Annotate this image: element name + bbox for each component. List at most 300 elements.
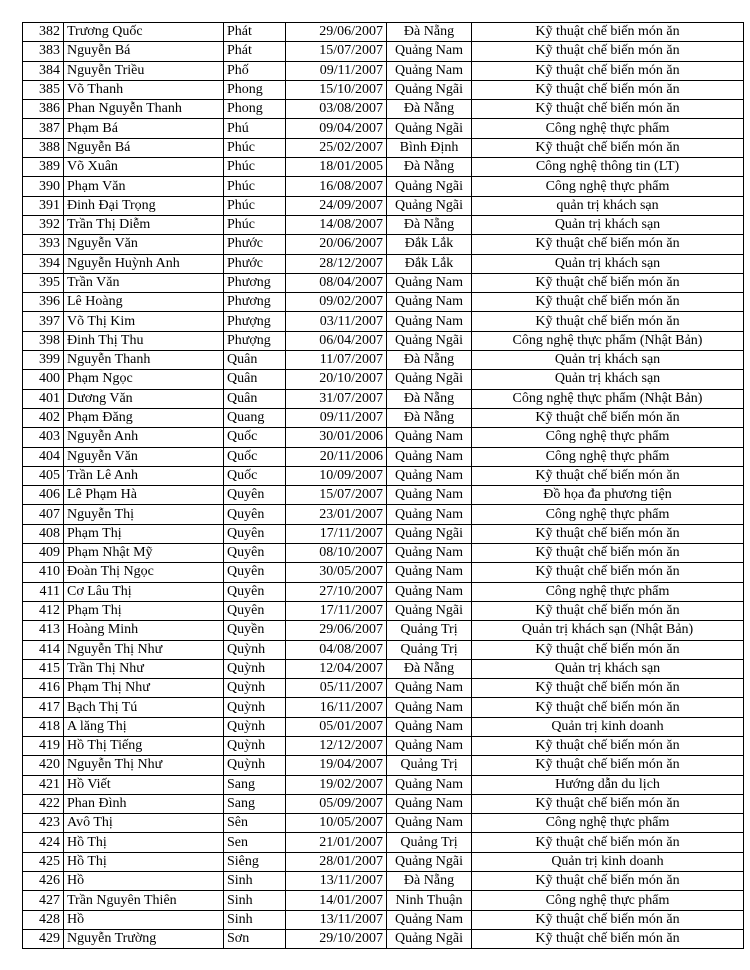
surname-middle-name-cell: Hồ (64, 910, 224, 929)
given-name-cell: Phong (224, 100, 286, 119)
surname-middle-name-cell: Phạm Ngọc (64, 370, 224, 389)
table-row (23, 679, 744, 698)
surname-middle-name-cell: Phan Nguyễn Thanh (64, 100, 224, 119)
province-cell: Quảng Trị (387, 833, 472, 852)
table-row (23, 582, 744, 601)
major-cell: Kỹ thuật chế biến món ăn (472, 910, 744, 929)
table-row (23, 254, 744, 273)
table-row (23, 138, 744, 157)
date-of-birth-cell: 28/12/2007 (286, 254, 387, 273)
table-row (23, 852, 744, 871)
major-cell: Kỹ thuật chế biến món ăn (472, 312, 744, 331)
surname-middle-name-cell: Nguyễn Bá (64, 42, 224, 61)
date-of-birth-cell: 14/08/2007 (286, 215, 387, 234)
row-number-cell: 399 (23, 351, 64, 370)
table-row (23, 80, 744, 99)
table-row (23, 119, 744, 138)
given-name-cell: Quốc (224, 447, 286, 466)
date-of-birth-cell: 11/07/2007 (286, 351, 387, 370)
major-cell: Kỹ thuật chế biến món ăn (472, 679, 744, 698)
row-number-cell: 416 (23, 679, 64, 698)
major-cell: Kỹ thuật chế biến món ăn (472, 756, 744, 775)
row-number-cell: 391 (23, 196, 64, 215)
date-of-birth-cell: 09/02/2007 (286, 293, 387, 312)
province-cell: Đắk Lắk (387, 235, 472, 254)
row-number-cell: 423 (23, 814, 64, 833)
surname-middle-name-cell: Phạm Thị (64, 601, 224, 620)
major-cell: Công nghệ thực phẩm (Nhật Bản) (472, 389, 744, 408)
surname-middle-name-cell: Nguyễn Anh (64, 428, 224, 447)
province-cell: Đà Nẵng (387, 351, 472, 370)
table-row (23, 293, 744, 312)
row-number-cell: 408 (23, 524, 64, 543)
surname-middle-name-cell: Trương Quốc (64, 23, 224, 42)
date-of-birth-cell: 05/09/2007 (286, 794, 387, 813)
major-cell: Kỹ thuật chế biến món ăn (472, 524, 744, 543)
date-of-birth-cell: 17/11/2007 (286, 524, 387, 543)
table-row (23, 466, 744, 485)
surname-middle-name-cell: A lăng Thị (64, 717, 224, 736)
major-cell: Kỹ thuật chế biến món ăn (472, 61, 744, 80)
surname-middle-name-cell: Cơ Lâu Thị (64, 582, 224, 601)
date-of-birth-cell: 25/02/2007 (286, 138, 387, 157)
major-cell: Công nghệ thực phẩm (472, 428, 744, 447)
row-number-cell: 413 (23, 621, 64, 640)
surname-middle-name-cell: Nguyễn Thị Như (64, 640, 224, 659)
surname-middle-name-cell: Lê Phạm Hà (64, 486, 224, 505)
major-cell: Công nghệ thực phẩm (472, 119, 744, 138)
row-number-cell: 395 (23, 273, 64, 292)
surname-middle-name-cell: Nguyễn Bá (64, 138, 224, 157)
major-cell: Công nghệ thực phẩm (472, 505, 744, 524)
surname-middle-name-cell: Nguyễn Triều (64, 61, 224, 80)
row-number-cell: 420 (23, 756, 64, 775)
surname-middle-name-cell: Nguyễn Thanh (64, 351, 224, 370)
province-cell: Ninh Thuận (387, 891, 472, 910)
row-number-cell: 398 (23, 331, 64, 350)
surname-middle-name-cell: Avô Thị (64, 814, 224, 833)
date-of-birth-cell: 30/05/2007 (286, 563, 387, 582)
major-cell: Kỹ thuật chế biến món ăn (472, 640, 744, 659)
major-cell: Công nghệ thực phẩm (Nhật Bản) (472, 331, 744, 350)
row-number-cell: 419 (23, 736, 64, 755)
given-name-cell: Phương (224, 273, 286, 292)
table-row (23, 544, 744, 563)
surname-middle-name-cell: Phạm Văn (64, 177, 224, 196)
date-of-birth-cell: 21/01/2007 (286, 833, 387, 852)
province-cell: Quảng Nam (387, 293, 472, 312)
major-cell: Kỹ thuật chế biến món ăn (472, 833, 744, 852)
table-row (23, 891, 744, 910)
surname-middle-name-cell: Hồ Thị (64, 852, 224, 871)
given-name-cell: Quyền (224, 621, 286, 640)
province-cell: Quảng Trị (387, 621, 472, 640)
given-name-cell: Quyên (224, 486, 286, 505)
major-cell: Kỹ thuật chế biến món ăn (472, 42, 744, 61)
date-of-birth-cell: 20/10/2007 (286, 370, 387, 389)
date-of-birth-cell: 13/11/2007 (286, 872, 387, 891)
province-cell: Quảng Trị (387, 756, 472, 775)
surname-middle-name-cell: Nguyễn Văn (64, 235, 224, 254)
major-cell: Kỹ thuật chế biến món ăn (472, 23, 744, 42)
table-row (23, 370, 744, 389)
major-cell: Công nghệ thực phẩm (472, 891, 744, 910)
surname-middle-name-cell: Nguyễn Thị Như (64, 756, 224, 775)
table-row (23, 563, 744, 582)
row-number-cell: 383 (23, 42, 64, 61)
given-name-cell: Quỳnh (224, 698, 286, 717)
province-cell: Đà Nẵng (387, 215, 472, 234)
table-row (23, 872, 744, 891)
major-cell: Quản trị khách sạn (472, 370, 744, 389)
given-name-cell: Quyên (224, 582, 286, 601)
row-number-cell: 401 (23, 389, 64, 408)
surname-middle-name-cell: Bạch Thị Tú (64, 698, 224, 717)
given-name-cell: Phúc (224, 138, 286, 157)
row-number-cell: 415 (23, 659, 64, 678)
given-name-cell: Quyên (224, 601, 286, 620)
major-cell: Kỹ thuật chế biến món ăn (472, 794, 744, 813)
row-number-cell: 418 (23, 717, 64, 736)
date-of-birth-cell: 06/04/2007 (286, 331, 387, 350)
surname-middle-name-cell: Trần Thị Diễm (64, 215, 224, 234)
given-name-cell: Phượng (224, 331, 286, 350)
province-cell: Quảng Nam (387, 505, 472, 524)
table-row (23, 23, 744, 42)
given-name-cell: Sen (224, 833, 286, 852)
province-cell: Quảng Ngãi (387, 331, 472, 350)
province-cell: Đắk Lắk (387, 254, 472, 273)
date-of-birth-cell: 19/02/2007 (286, 775, 387, 794)
table-row (23, 177, 744, 196)
table-row (23, 42, 744, 61)
date-of-birth-cell: 16/08/2007 (286, 177, 387, 196)
table-row (23, 775, 744, 794)
province-cell: Quảng Ngãi (387, 524, 472, 543)
date-of-birth-cell: 10/05/2007 (286, 814, 387, 833)
table-row (23, 447, 744, 466)
table-row (23, 312, 744, 331)
date-of-birth-cell: 09/11/2007 (286, 61, 387, 80)
given-name-cell: Phượng (224, 312, 286, 331)
major-cell: Kỹ thuật chế biến món ăn (472, 563, 744, 582)
surname-middle-name-cell: Trần Văn (64, 273, 224, 292)
table-row (23, 100, 744, 119)
row-number-cell: 409 (23, 544, 64, 563)
surname-middle-name-cell: Trần Thị Như (64, 659, 224, 678)
date-of-birth-cell: 13/11/2007 (286, 910, 387, 929)
table-row (23, 601, 744, 620)
major-cell: Kỹ thuật chế biến món ăn (472, 408, 744, 427)
table-row (23, 273, 744, 292)
row-number-cell: 422 (23, 794, 64, 813)
table-row (23, 486, 744, 505)
given-name-cell: Quân (224, 389, 286, 408)
given-name-cell: Quyên (224, 505, 286, 524)
major-cell: Công nghệ thực phẩm (472, 447, 744, 466)
given-name-cell: Quân (224, 370, 286, 389)
date-of-birth-cell: 08/04/2007 (286, 273, 387, 292)
given-name-cell: Sinh (224, 872, 286, 891)
surname-middle-name-cell: Đoàn Thị Ngọc (64, 563, 224, 582)
table-row (23, 621, 744, 640)
major-cell: Công nghệ thực phẩm (472, 582, 744, 601)
row-number-cell: 393 (23, 235, 64, 254)
date-of-birth-cell: 20/11/2006 (286, 447, 387, 466)
table-row (23, 61, 744, 80)
major-cell: Kỹ thuật chế biến món ăn (472, 929, 744, 948)
given-name-cell: Sinh (224, 910, 286, 929)
province-cell: Quảng Nam (387, 679, 472, 698)
given-name-cell: Quân (224, 351, 286, 370)
given-name-cell: Phúc (224, 196, 286, 215)
surname-middle-name-cell: Đinh Đại Trọng (64, 196, 224, 215)
province-cell: Quảng Ngãi (387, 370, 472, 389)
row-number-cell: 400 (23, 370, 64, 389)
row-number-cell: 428 (23, 910, 64, 929)
province-cell: Quảng Ngãi (387, 119, 472, 138)
given-name-cell: Sinh (224, 891, 286, 910)
table-row (23, 794, 744, 813)
table-row (23, 505, 744, 524)
table-row (23, 389, 744, 408)
given-name-cell: Quyên (224, 524, 286, 543)
row-number-cell: 412 (23, 601, 64, 620)
major-cell: Kỹ thuật chế biến món ăn (472, 466, 744, 485)
row-number-cell: 382 (23, 23, 64, 42)
province-cell: Quảng Nam (387, 794, 472, 813)
major-cell: Quản trị kinh doanh (472, 852, 744, 871)
given-name-cell: Phúc (224, 177, 286, 196)
surname-middle-name-cell: Phan Đình (64, 794, 224, 813)
given-name-cell: Sơn (224, 929, 286, 948)
given-name-cell: Quỳnh (224, 756, 286, 775)
table-row (23, 659, 744, 678)
surname-middle-name-cell: Trần Nguyên Thiên (64, 891, 224, 910)
major-cell: Kỹ thuật chế biến món ăn (472, 80, 744, 99)
row-number-cell: 390 (23, 177, 64, 196)
province-cell: Đà Nẵng (387, 23, 472, 42)
major-cell: Kỹ thuật chế biến món ăn (472, 872, 744, 891)
table-row (23, 351, 744, 370)
major-cell: Quản trị khách sạn (472, 659, 744, 678)
major-cell: Công nghệ thực phẩm (472, 177, 744, 196)
surname-middle-name-cell: Dương Văn (64, 389, 224, 408)
date-of-birth-cell: 04/08/2007 (286, 640, 387, 659)
province-cell: Quảng Nam (387, 61, 472, 80)
province-cell: Quảng Nam (387, 312, 472, 331)
major-cell: Quản trị khách sạn (472, 215, 744, 234)
province-cell: Quảng Ngãi (387, 929, 472, 948)
given-name-cell: Siêng (224, 852, 286, 871)
major-cell: Kỹ thuật chế biến món ăn (472, 293, 744, 312)
date-of-birth-cell: 28/01/2007 (286, 852, 387, 871)
province-cell: Quảng Ngãi (387, 852, 472, 871)
province-cell: Quảng Nam (387, 486, 472, 505)
major-cell: Công nghệ thông tin (LT) (472, 158, 744, 177)
given-name-cell: Quốc (224, 428, 286, 447)
surname-middle-name-cell: Phạm Thị Như (64, 679, 224, 698)
given-name-cell: Phát (224, 23, 286, 42)
province-cell: Bình Định (387, 138, 472, 157)
given-name-cell: Phước (224, 254, 286, 273)
date-of-birth-cell: 29/06/2007 (286, 23, 387, 42)
row-number-cell: 405 (23, 466, 64, 485)
row-number-cell: 407 (23, 505, 64, 524)
major-cell: Kỹ thuật chế biến món ăn (472, 235, 744, 254)
surname-middle-name-cell: Hồ (64, 872, 224, 891)
date-of-birth-cell: 05/11/2007 (286, 679, 387, 698)
province-cell: Quảng Nam (387, 717, 472, 736)
date-of-birth-cell: 24/09/2007 (286, 196, 387, 215)
given-name-cell: Quỳnh (224, 736, 286, 755)
date-of-birth-cell: 17/11/2007 (286, 601, 387, 620)
province-cell: Quảng Nam (387, 42, 472, 61)
major-cell: Đồ họa đa phương tiện (472, 486, 744, 505)
given-name-cell: Phú (224, 119, 286, 138)
surname-middle-name-cell: Nguyễn Thị (64, 505, 224, 524)
table-row (23, 408, 744, 427)
row-number-cell: 406 (23, 486, 64, 505)
surname-middle-name-cell: Võ Thanh (64, 80, 224, 99)
surname-middle-name-cell: Hồ Thị (64, 833, 224, 852)
row-number-cell: 389 (23, 158, 64, 177)
table-row (23, 196, 744, 215)
date-of-birth-cell: 16/11/2007 (286, 698, 387, 717)
given-name-cell: Quỳnh (224, 679, 286, 698)
table-row (23, 428, 744, 447)
row-number-cell: 392 (23, 215, 64, 234)
given-name-cell: Phúc (224, 215, 286, 234)
major-cell: Kỹ thuật chế biến món ăn (472, 698, 744, 717)
province-cell: Quảng Ngãi (387, 177, 472, 196)
given-name-cell: Phúc (224, 158, 286, 177)
province-cell: Quảng Ngãi (387, 601, 472, 620)
surname-middle-name-cell: Hồ Thị Tiếng (64, 736, 224, 755)
date-of-birth-cell: 12/12/2007 (286, 736, 387, 755)
province-cell: Đà Nẵng (387, 872, 472, 891)
surname-middle-name-cell: Trần Lê Anh (64, 466, 224, 485)
given-name-cell: Quyên (224, 544, 286, 563)
table-row (23, 235, 744, 254)
major-cell: Quản trị khách sạn (Nhật Bản) (472, 621, 744, 640)
given-name-cell: Quỳnh (224, 640, 286, 659)
row-number-cell: 424 (23, 833, 64, 852)
given-name-cell: Quang (224, 408, 286, 427)
date-of-birth-cell: 20/06/2007 (286, 235, 387, 254)
date-of-birth-cell: 18/01/2005 (286, 158, 387, 177)
surname-middle-name-cell: Nguyễn Văn (64, 447, 224, 466)
surname-middle-name-cell: Nguyễn Huỳnh Anh (64, 254, 224, 273)
row-number-cell: 387 (23, 119, 64, 138)
province-cell: Đà Nẵng (387, 389, 472, 408)
given-name-cell: Phương (224, 293, 286, 312)
row-number-cell: 411 (23, 582, 64, 601)
province-cell: Quảng Nam (387, 447, 472, 466)
row-number-cell: 427 (23, 891, 64, 910)
surname-middle-name-cell: Nguyễn Trường (64, 929, 224, 948)
given-name-cell: Sang (224, 775, 286, 794)
major-cell: Kỹ thuật chế biến món ăn (472, 100, 744, 119)
province-cell: Quảng Nam (387, 736, 472, 755)
province-cell: Quảng Trị (387, 640, 472, 659)
surname-middle-name-cell: Phạm Nhật Mỹ (64, 544, 224, 563)
student-roster-table (22, 22, 744, 949)
table-row (23, 331, 744, 350)
row-number-cell: 421 (23, 775, 64, 794)
row-number-cell: 403 (23, 428, 64, 447)
date-of-birth-cell: 09/11/2007 (286, 408, 387, 427)
date-of-birth-cell: 15/10/2007 (286, 80, 387, 99)
surname-middle-name-cell: Đinh Thị Thu (64, 331, 224, 350)
date-of-birth-cell: 15/07/2007 (286, 42, 387, 61)
row-number-cell: 410 (23, 563, 64, 582)
date-of-birth-cell: 27/10/2007 (286, 582, 387, 601)
table-row (23, 698, 744, 717)
date-of-birth-cell: 30/01/2006 (286, 428, 387, 447)
table-row (23, 215, 744, 234)
major-cell: Kỹ thuật chế biến món ăn (472, 601, 744, 620)
province-cell: Quảng Nam (387, 466, 472, 485)
given-name-cell: Sang (224, 794, 286, 813)
province-cell: Đà Nẵng (387, 100, 472, 119)
date-of-birth-cell: 14/01/2007 (286, 891, 387, 910)
surname-middle-name-cell: Phạm Thị (64, 524, 224, 543)
surname-middle-name-cell: Võ Thị Kim (64, 312, 224, 331)
major-cell: quản trị khách sạn (472, 196, 744, 215)
row-number-cell: 414 (23, 640, 64, 659)
date-of-birth-cell: 23/01/2007 (286, 505, 387, 524)
date-of-birth-cell: 05/01/2007 (286, 717, 387, 736)
province-cell: Quảng Nam (387, 814, 472, 833)
date-of-birth-cell: 29/06/2007 (286, 621, 387, 640)
date-of-birth-cell: 03/08/2007 (286, 100, 387, 119)
major-cell: Kỹ thuật chế biến món ăn (472, 544, 744, 563)
given-name-cell: Quốc (224, 466, 286, 485)
province-cell: Quảng Nam (387, 698, 472, 717)
row-number-cell: 417 (23, 698, 64, 717)
date-of-birth-cell: 09/04/2007 (286, 119, 387, 138)
roster-body (23, 23, 744, 949)
major-cell: Quản trị khách sạn (472, 254, 744, 273)
table-row (23, 756, 744, 775)
major-cell: Công nghệ thực phẩm (472, 814, 744, 833)
province-cell: Quảng Nam (387, 910, 472, 929)
date-of-birth-cell: 03/11/2007 (286, 312, 387, 331)
row-number-cell: 404 (23, 447, 64, 466)
row-number-cell: 397 (23, 312, 64, 331)
row-number-cell: 402 (23, 408, 64, 427)
date-of-birth-cell: 15/07/2007 (286, 486, 387, 505)
province-cell: Quảng Nam (387, 428, 472, 447)
province-cell: Quảng Ngãi (387, 80, 472, 99)
given-name-cell: Sên (224, 814, 286, 833)
surname-middle-name-cell: Phạm Bá (64, 119, 224, 138)
major-cell: Kỹ thuật chế biến món ăn (472, 273, 744, 292)
province-cell: Quảng Nam (387, 544, 472, 563)
province-cell: Quảng Nam (387, 775, 472, 794)
row-number-cell: 385 (23, 80, 64, 99)
province-cell: Quảng Nam (387, 582, 472, 601)
table-row (23, 929, 744, 948)
given-name-cell: Quyên (224, 563, 286, 582)
province-cell: Đà Nẵng (387, 408, 472, 427)
province-cell: Quảng Nam (387, 563, 472, 582)
row-number-cell: 426 (23, 872, 64, 891)
major-cell: Kỹ thuật chế biến món ăn (472, 138, 744, 157)
table-row (23, 833, 744, 852)
table-row (23, 717, 744, 736)
